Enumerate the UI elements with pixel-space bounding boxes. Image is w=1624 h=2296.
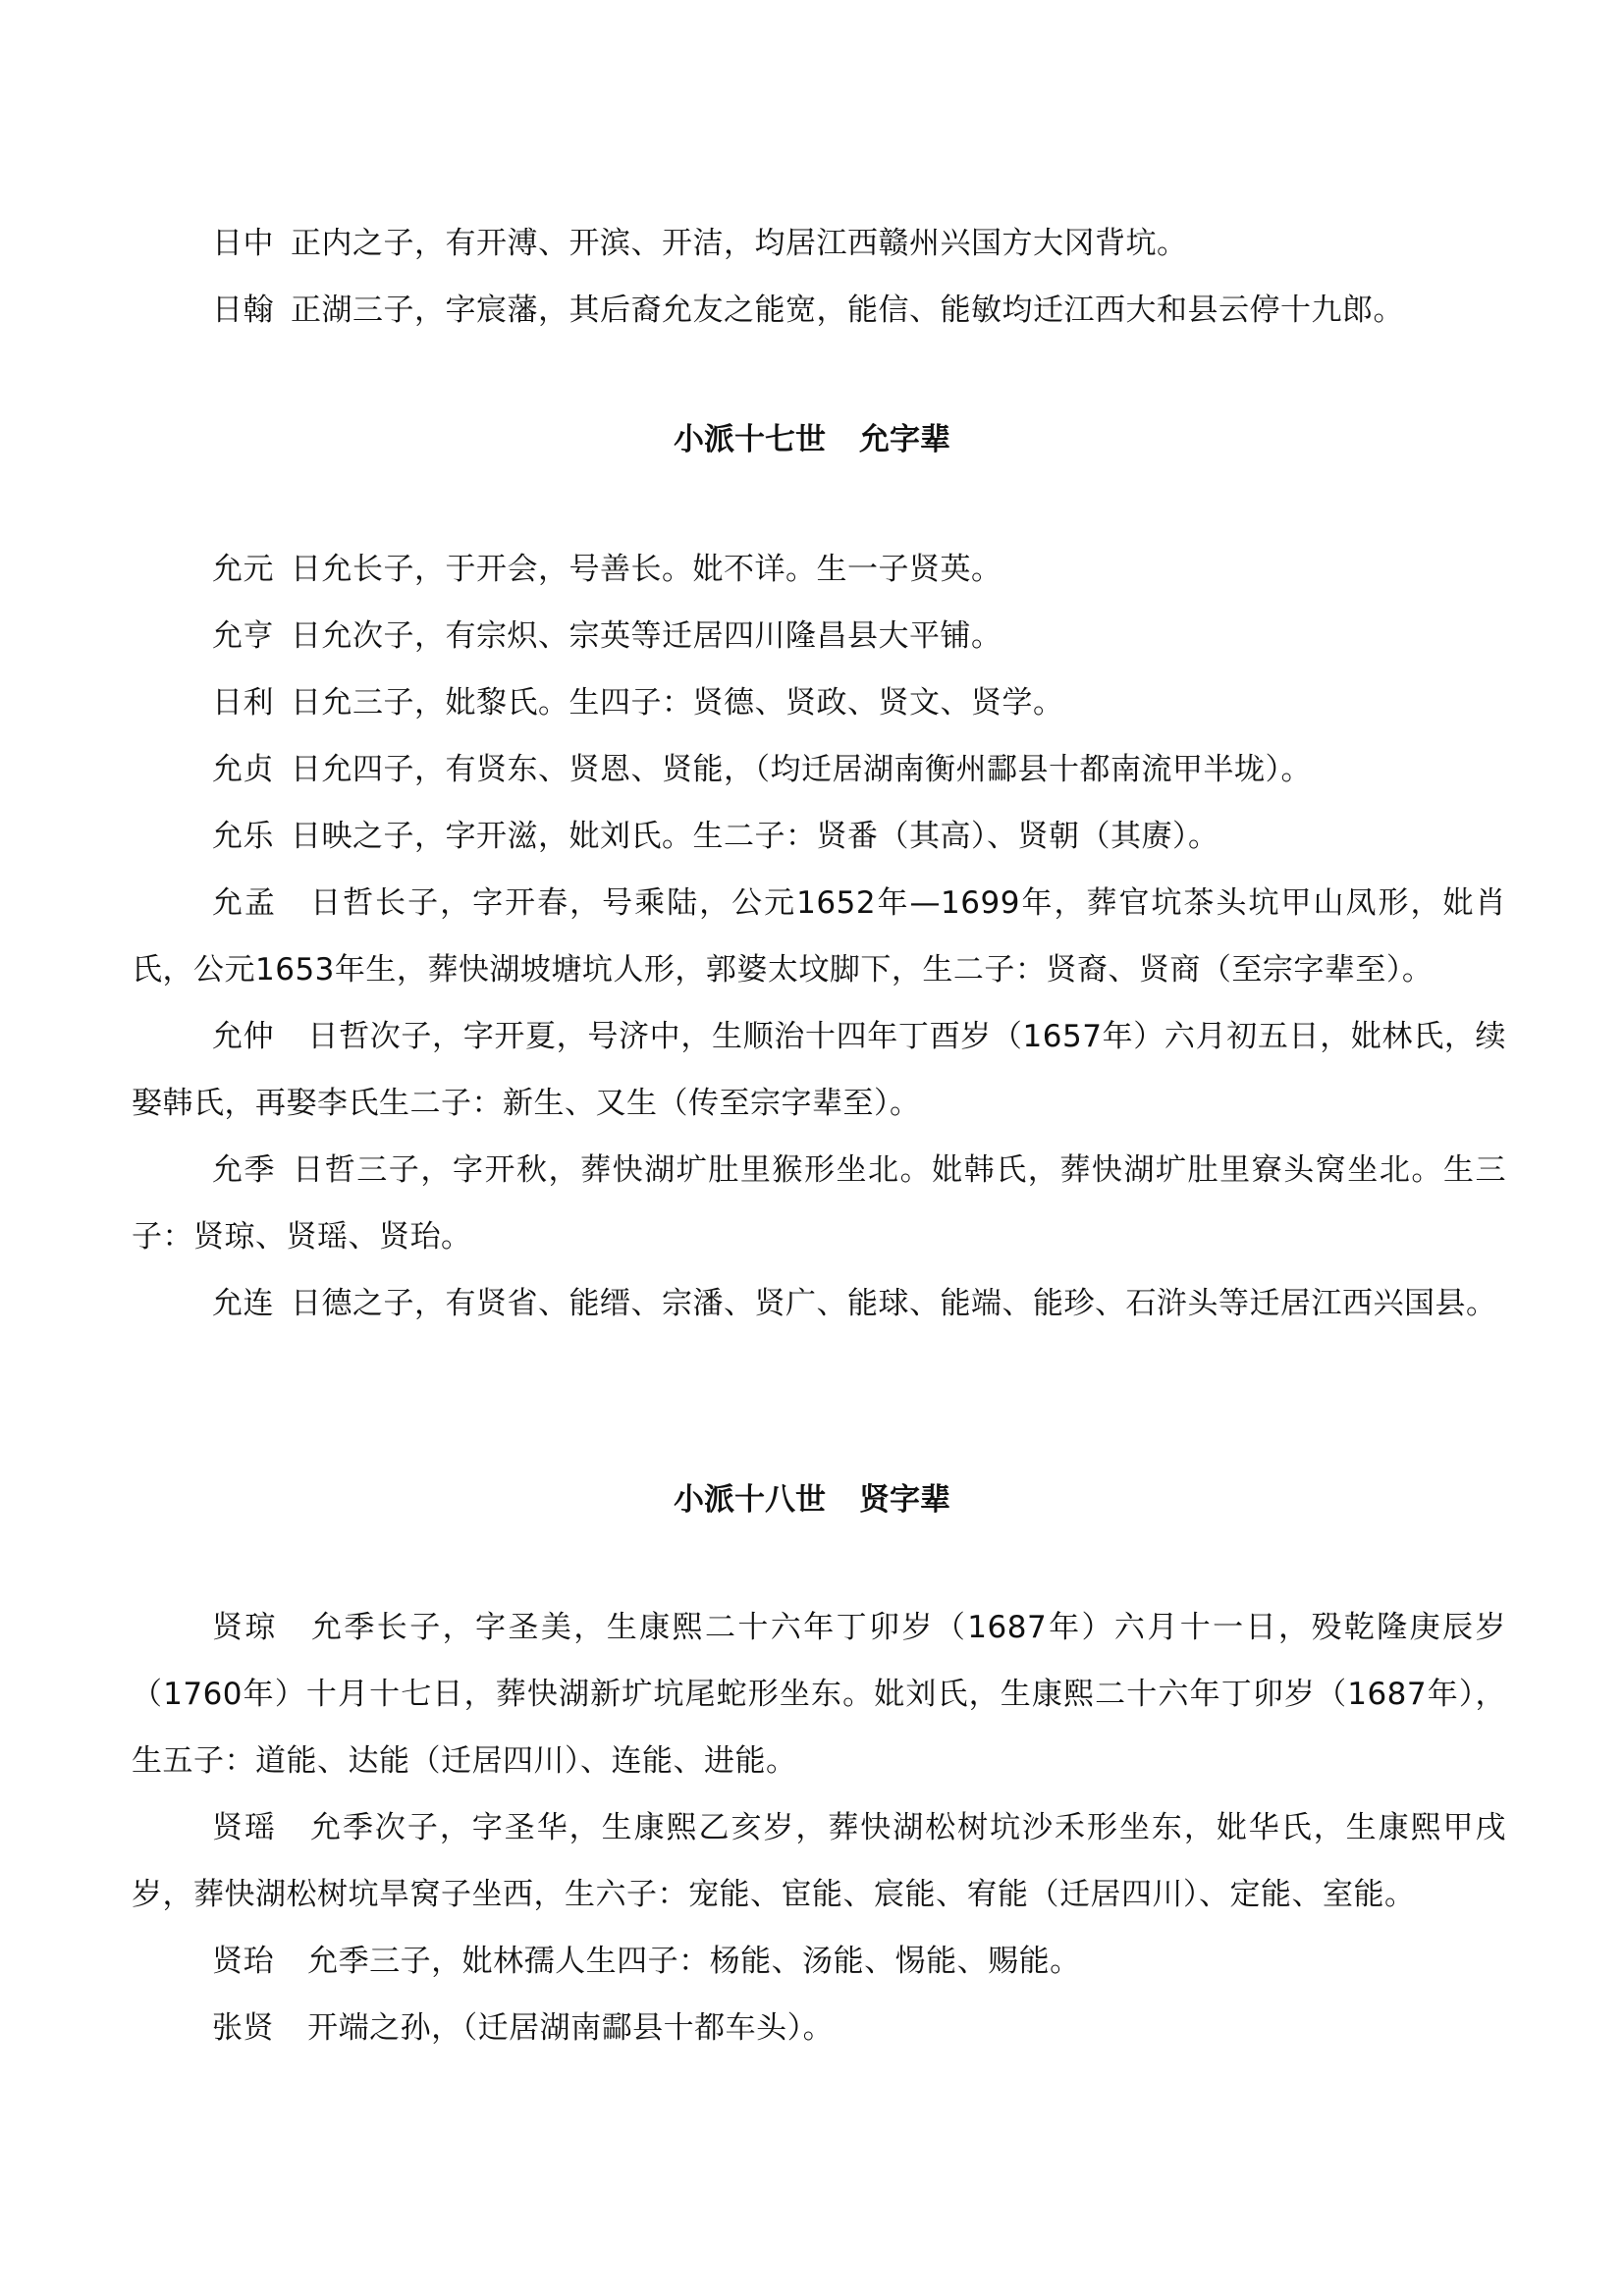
entry-name: 日翰 bbox=[212, 293, 274, 328]
entry-paragraph bbox=[132, 1270, 1506, 1337]
entry-text: 日允三子，妣黎氏。生四子：贤德、贤政、贤文、贤学。 bbox=[291, 685, 1064, 721]
entry-name: 允仲 bbox=[212, 1019, 275, 1054]
entry-name: 日中 bbox=[212, 226, 274, 261]
entry-text: 日允次子，有宗炽、宗英等迁居四川隆昌县大平铺。 bbox=[291, 618, 1002, 654]
heading-generation: 小派十七世 bbox=[673, 422, 826, 457]
section-heading-18th bbox=[0, 1480, 1624, 1520]
entry-name: 贤琼 bbox=[212, 1610, 278, 1645]
entry-text: 日哲次子，字开夏，号济中，生顺治十四年丁酉岁（1657年）六月初五日，妣林氏，续娶韩氏，再娶李氏生二子：新生、又生（传至宗字辈至）。 bbox=[132, 1019, 1507, 1121]
entry-text: 日映之子，字开滋，妣刘氏。生二子：贤番（其高）、贤朝（其赓）。 bbox=[291, 819, 1219, 854]
entry-paragraph bbox=[132, 1995, 1506, 2061]
section-heading-17th bbox=[0, 420, 1624, 459]
entry-name: 允元 bbox=[212, 552, 274, 587]
genealogy-block-16th bbox=[132, 210, 1506, 344]
entry-text: 日德之子，有贤省、能缙、宗潘、贤广、能球、能端、能珍、石浒头等迁居江西兴国县。 bbox=[291, 1286, 1497, 1321]
entry-paragraph bbox=[132, 1594, 1506, 1794]
entry-paragraph bbox=[132, 736, 1506, 803]
entry-text: 日允长子，于开会，号善长。妣不详。生一子贤英。 bbox=[291, 552, 1002, 587]
entry-paragraph bbox=[132, 536, 1506, 603]
entry-paragraph bbox=[132, 603, 1506, 669]
entry-text: 正内之子，有开溥、开滨、开洁，均居江西赣州兴国方大冈背坑。 bbox=[291, 226, 1188, 261]
entry-paragraph bbox=[132, 803, 1506, 870]
entry-name: 允孟 bbox=[212, 885, 278, 921]
entry-paragraph bbox=[132, 277, 1506, 344]
entry-paragraph bbox=[132, 870, 1506, 1003]
entry-name: 日利 bbox=[212, 685, 274, 721]
entry-paragraph bbox=[132, 669, 1506, 736]
entry-name: 贤瑶 bbox=[212, 1810, 277, 1845]
heading-character: 贤字辈 bbox=[859, 1482, 951, 1518]
entry-paragraph bbox=[132, 1928, 1506, 1995]
entry-paragraph bbox=[132, 1003, 1506, 1137]
entry-text: 日允四子，有贤东、贤恩、贤能，（均迁居湖南衡州酃县十都南流甲半垅）。 bbox=[291, 752, 1313, 787]
entry-name: 允季 bbox=[212, 1152, 277, 1188]
entry-name: 允连 bbox=[212, 1286, 274, 1321]
entry-text: 允季三子，妣林孺人生四子：杨能、汤能、惕能、赐能。 bbox=[307, 1944, 1081, 1979]
heading-character: 允字辈 bbox=[859, 422, 951, 457]
entry-name: 张贤 bbox=[212, 2010, 274, 2046]
entry-name: 允贞 bbox=[212, 752, 274, 787]
entry-name: 贤珆 bbox=[212, 1944, 274, 1979]
entry-text: 允季次子，字圣华，生康熙乙亥岁，葬快湖松树坑沙禾形坐东，妣华氏，生康熙甲戌岁，葬快湖松树坑旱窝子坐西，生六子：宠能、宦能、宸能、宥能（迁居四川）、定能、室能。 bbox=[132, 1810, 1507, 1912]
entry-text: 正湖三子，字宸藩，其后裔允友之能宽，能信、能敏均迁江西大和县云停十九郎。 bbox=[291, 293, 1405, 328]
entry-paragraph bbox=[132, 1137, 1506, 1270]
entry-text: 日哲长子，字开春，号乘陆，公元1652年—1699年，葬官坑茶头坑甲山凤形，妣肖氏，公元1653年生，葬快湖坡塘坑人形，郭婆太坟脚下，生二子：贤裔、贤商（至宗字辈至）。 bbox=[132, 885, 1506, 988]
entry-text: 允季长子，字圣美，生康熙二十六年丁卯岁（1687年）六月十一日，殁乾隆庚辰岁（1760年）十月十七日，葬快湖新圹坑尾蛇形坐东。妣刘氏，生康熙二十六年丁卯岁（1687年），生五子：道能、达能（迁居四川）、连能、进能。 bbox=[132, 1610, 1507, 1779]
heading-generation: 小派十八世 bbox=[673, 1482, 826, 1518]
entry-text: 开端之孙，（迁居湖南酃县十都车头）。 bbox=[307, 2010, 835, 2046]
genealogy-block-17th bbox=[132, 536, 1506, 1337]
entry-name: 允亨 bbox=[212, 618, 274, 654]
genealogy-block-18th bbox=[132, 1594, 1506, 2061]
entry-paragraph bbox=[132, 1794, 1506, 1928]
entry-paragraph bbox=[132, 210, 1506, 277]
entry-text: 日哲三子，字开秋，葬快湖圹肚里猴形坐北。妣韩氏，葬快湖圹肚里寮头窝坐北。生三子：贤琼、贤瑶、贤珆。 bbox=[132, 1152, 1507, 1255]
entry-name: 允乐 bbox=[212, 819, 274, 854]
